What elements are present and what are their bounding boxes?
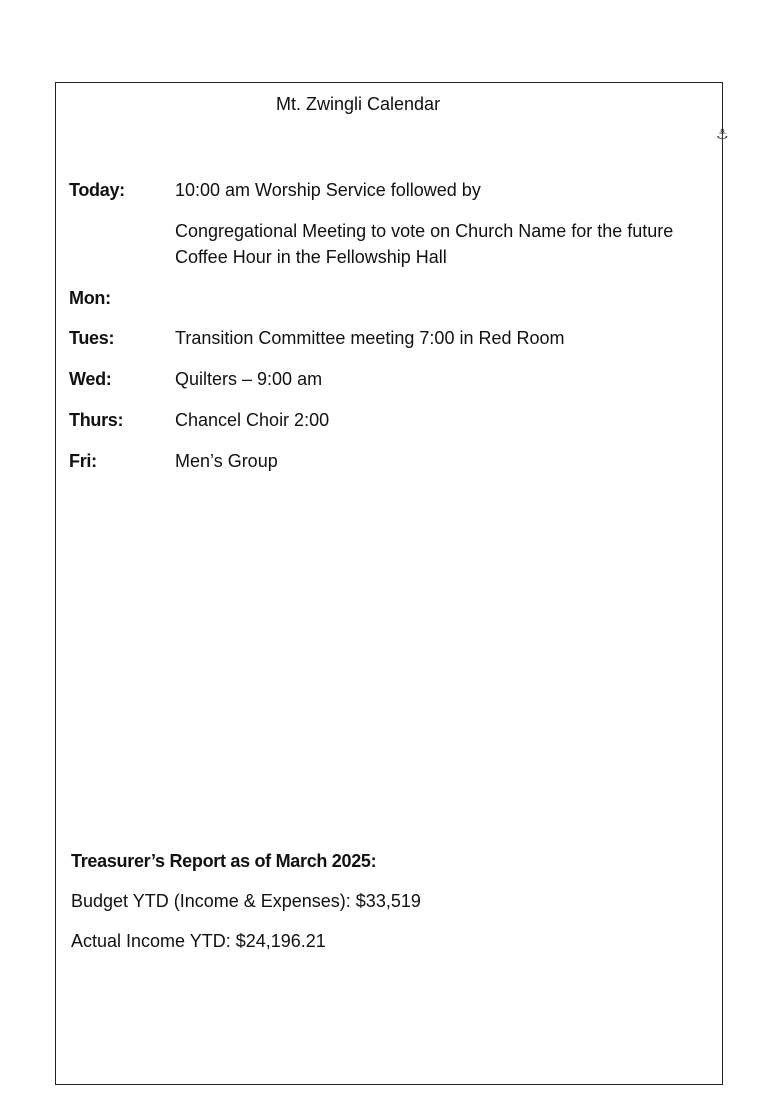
event-text: 10:00 am Worship Service followed by bbox=[175, 180, 481, 200]
event-text: Men’s Group bbox=[175, 451, 278, 471]
budget-ytd: Budget YTD (Income & Expenses): $33,519 bbox=[71, 891, 421, 911]
day-label: Tues: bbox=[69, 328, 115, 348]
treasurer-heading: Treasurer’s Report as of March 2025: bbox=[71, 851, 377, 871]
actual-income-ytd: Actual Income YTD: $24,196.21 bbox=[71, 931, 326, 951]
day-label: Today: bbox=[69, 180, 125, 200]
day-label: Wed: bbox=[69, 369, 112, 389]
day-label: Thurs: bbox=[69, 410, 124, 430]
day-label: Fri: bbox=[69, 451, 97, 471]
event-text: Transition Committee meeting 7:00 in Red Room bbox=[175, 328, 565, 348]
anchor-icon: ⚓ bbox=[716, 127, 729, 143]
event-text: Chancel Choir 2:00 bbox=[175, 410, 330, 430]
event-text: Quilters – 9:00 am bbox=[175, 369, 323, 389]
event-text: Coffee Hour in the Fellowship Hall bbox=[175, 247, 447, 267]
event-text: Congregational Meeting to vote on Church Name for the future bbox=[175, 221, 674, 241]
page-title: Mt. Zwingli Calendar bbox=[276, 94, 441, 114]
day-label: Mon: bbox=[69, 288, 111, 308]
